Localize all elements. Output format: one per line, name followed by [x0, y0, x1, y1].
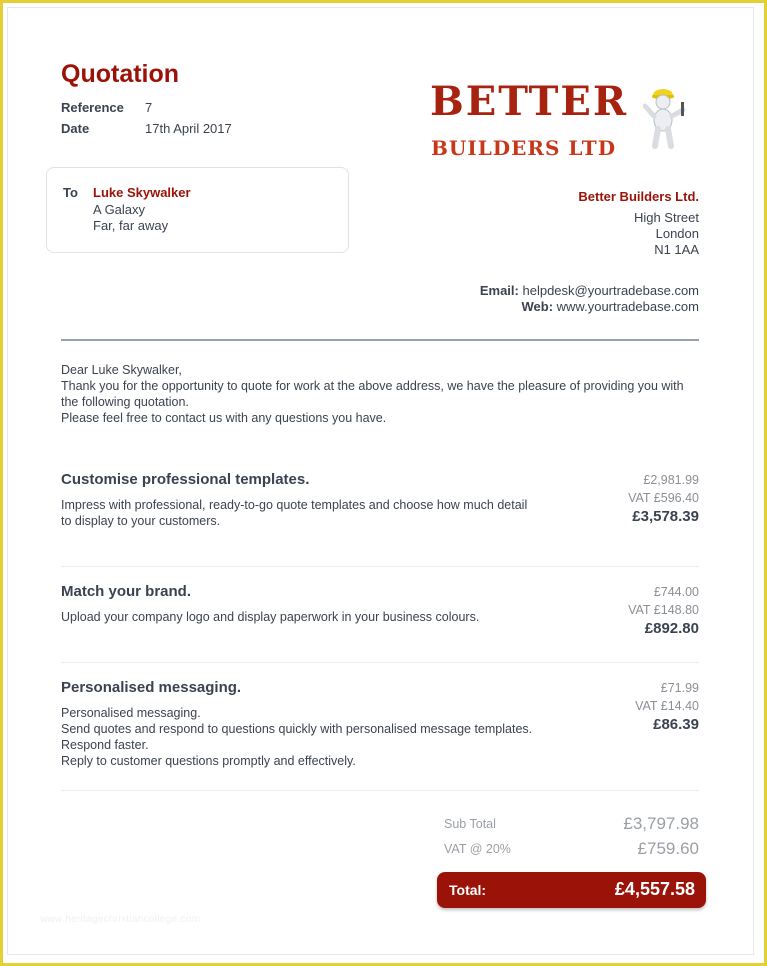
item-description-line: Impress with professional, ready-to-go quote templates and choose how much detail to display to your customers. [61, 498, 528, 528]
item-divider [61, 566, 699, 567]
item-price [628, 585, 699, 637]
item-price [628, 473, 699, 525]
company-city: London [655, 226, 699, 241]
company-name: Better Builders Ltd. [578, 189, 699, 204]
letter-greeting: Dear Luke Skywalker, [61, 363, 182, 377]
item-vat: VAT £148.80 [628, 603, 699, 617]
item-title: Match your brand. [61, 583, 192, 600]
recipient-box [46, 167, 349, 253]
web-label: Web: [521, 299, 554, 314]
date-row [61, 121, 232, 136]
item-vat: VAT £14.40 [635, 699, 699, 713]
item-description-line: Upload your company logo and display paperwork in your business colours. [61, 610, 480, 624]
item-description-line: Reply to customer questions promptly and effectively. [61, 754, 356, 768]
item-net: £71.99 [660, 681, 699, 695]
item-description-line: Send quotes and respond to questions quickly with personalised message templates. [61, 722, 533, 736]
company-contact [480, 283, 699, 315]
email-link[interactable]: helpdesk@yourtradebase.com [522, 283, 699, 298]
recipient-name: Luke Skywalker [93, 185, 191, 200]
item-description [61, 705, 541, 769]
item-divider [61, 790, 699, 791]
builder-figure-icon [643, 84, 691, 150]
email-row [480, 283, 699, 299]
item-description [61, 609, 541, 625]
header-divider [61, 339, 699, 341]
subtotal-label: Sub Total [444, 817, 496, 831]
vat-value: £759.60 [637, 839, 699, 858]
company-postcode: N1 1AA [654, 242, 699, 257]
email-label: Email: [479, 283, 519, 298]
subtotal-value: £3,797.98 [623, 814, 699, 833]
reference-value: 7 [145, 100, 153, 115]
line-item [61, 679, 699, 779]
company-logo [428, 80, 693, 164]
reference-label: Reference [61, 100, 124, 115]
line-item [61, 471, 699, 551]
date-value: 17th April 2017 [145, 121, 232, 136]
item-net: £744.00 [653, 585, 699, 599]
item-net: £2,981.99 [643, 473, 699, 487]
logo-line-2: BUILDERS LTD [431, 136, 617, 160]
reference-row [61, 100, 152, 115]
letter-paragraph-2: Please feel free to contact us with any questions you have. [61, 411, 387, 425]
total-label: Total: [449, 882, 487, 898]
subtotal-row [444, 814, 699, 838]
item-price [635, 681, 699, 733]
vat-label: VAT @ 20% [444, 842, 511, 856]
letter-paragraph-1: Thank you for the opportunity to quote for work at the above address, we have the pleasure of providing you with the following quotation. [61, 379, 684, 409]
total-value: £4,557.58 [614, 879, 695, 899]
web-row [480, 299, 699, 315]
item-total: £86.39 [653, 716, 699, 733]
item-description-line: Respond faster. [61, 738, 149, 752]
item-divider [61, 662, 699, 663]
item-vat: VAT £596.40 [628, 491, 699, 505]
item-title: Customise professional templates. [61, 471, 310, 488]
item-total: £892.80 [644, 620, 699, 637]
company-address [578, 189, 699, 258]
recipient-label: To [63, 185, 78, 200]
document-title: Quotation [61, 60, 180, 88]
item-title: Personalised messaging. [61, 679, 242, 696]
item-description [61, 497, 541, 529]
date-label: Date [61, 121, 90, 136]
recipient-address-line-1: A Galaxy [93, 202, 146, 217]
company-street: High Street [633, 210, 699, 225]
watermark: www.heritagechristiancollege.com [40, 914, 201, 925]
item-total: £3,578.39 [632, 508, 699, 525]
recipient-address-line-2: Far, far away [93, 218, 169, 233]
web-link[interactable]: www.yourtradebase.com [556, 299, 699, 314]
grand-total-bar [437, 872, 706, 908]
cover-letter [61, 362, 701, 426]
vat-row [444, 839, 699, 863]
logo-line-1: BETTER [430, 78, 629, 125]
item-description-line: Personalised messaging. [61, 706, 201, 720]
line-item [61, 583, 699, 643]
